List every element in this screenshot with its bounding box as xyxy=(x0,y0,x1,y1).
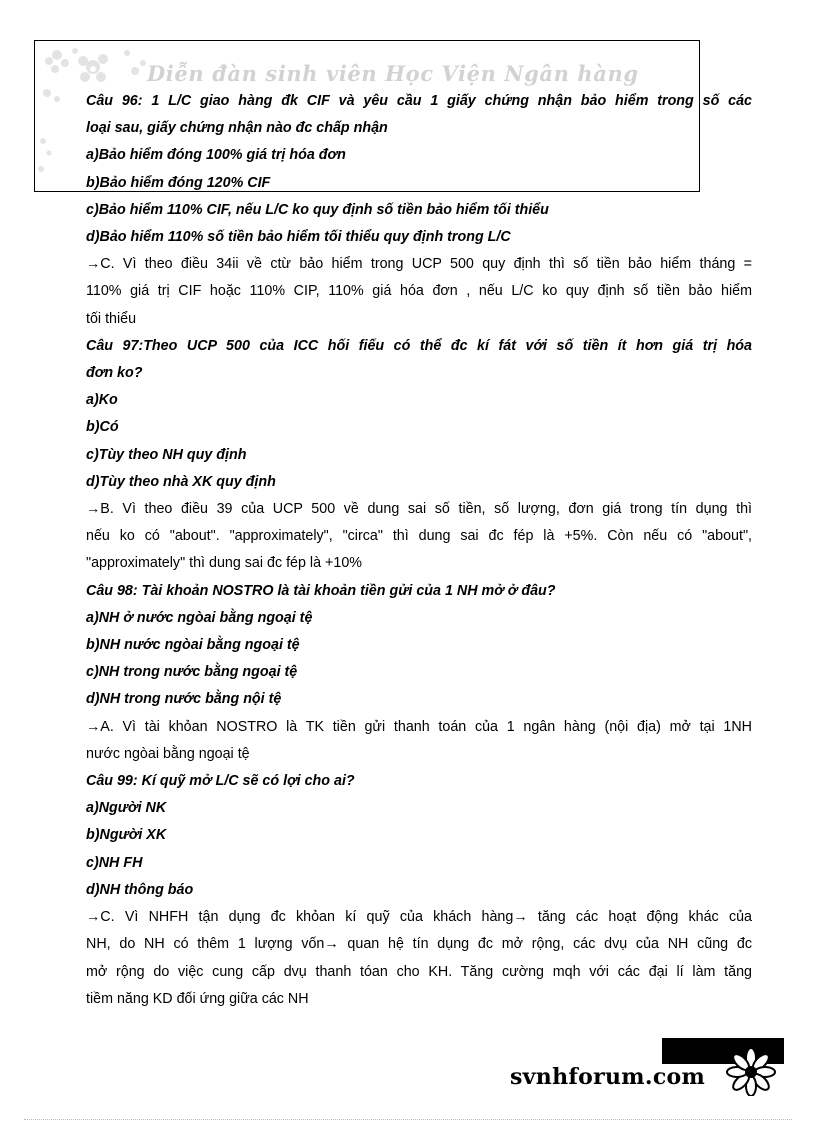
answer-line xyxy=(86,251,752,278)
answer-line xyxy=(86,741,752,768)
answer-line xyxy=(86,959,752,986)
question-line xyxy=(86,170,752,197)
line-text: tối thiểu xyxy=(86,310,137,327)
line-text: c)Bảo hiểm 110% CIF, nếu L/C ko quy định số tiền bảo hiểm tối thiểu xyxy=(86,201,549,218)
answer-line xyxy=(86,306,752,333)
line-text: 110% giá trị CIF hoặc 110% CIP, 110% giá hóa đơn , nếu L/C ko quy định số tiền bảo hiểm xyxy=(86,283,752,300)
question-line xyxy=(86,414,752,441)
line-text: Câu 98: Tài khoản NOSTRO là tài khoản tiền gửi của 1 NH mở ở đâu? xyxy=(86,582,556,599)
question-line xyxy=(86,442,752,469)
line-text: c)NH trong nước bằng ngoại tệ xyxy=(86,664,298,681)
line-text: tiềm năng KD đối ứng giữa các NH xyxy=(86,990,309,1007)
line-text: C. Vì theo điều 34ii về ctừ bảo hiểm trong UCP 500 quy định thì số tiền bảo hiểm tháng = xyxy=(100,256,752,273)
line-text: d)Tùy theo nhà XK quy định xyxy=(86,473,276,490)
question-line xyxy=(86,333,752,360)
watermark-title: Diễn đàn sinh viên Học Viện Ngân hàng xyxy=(147,61,639,86)
line-text: d)NH trong nước bằng nội tệ xyxy=(86,691,282,708)
bottom-divider xyxy=(24,1119,792,1120)
question-line xyxy=(86,115,752,142)
answer-line xyxy=(86,931,752,958)
question-line xyxy=(86,88,752,115)
question-line xyxy=(86,850,752,877)
question-line xyxy=(86,387,752,414)
line-text: A. Vì tài khỏan NOSTRO là TK tiền gửi thanh toán của 1 ngân hàng (nội địa) mở tại 1NH xyxy=(100,718,752,735)
line-text: B. Vì theo điều 39 của UCP 500 về dung sai số tiền, số lượng, đơn giá trong tín dụng thì xyxy=(100,501,752,518)
line-text: a)NH ở nước ngòai bằng ngoại tệ xyxy=(86,609,313,626)
line-text: Câu 97:Theo UCP 500 của ICC hối fiếu có thể đc kí fát với số tiền ít hơn giá trị hóa xyxy=(86,337,752,354)
question-line xyxy=(86,224,752,251)
question-line xyxy=(86,197,752,224)
line-text: Câu 99: Kí quỹ mở L/C sẽ có lợi cho ai? xyxy=(86,773,355,790)
line-text: Câu 96: 1 L/C giao hàng đk CIF và yêu cầu 1 giấy chứng nhận bảo hiểm trong số các xyxy=(86,93,752,109)
line-text: c)Tùy theo NH quy định xyxy=(86,446,247,463)
answer-line xyxy=(86,550,752,577)
document-body xyxy=(86,88,752,1013)
line-text: b)NH nước ngòai bằng ngoại tệ xyxy=(86,637,300,654)
line-text: mở rộng do việc cung cấp dvụ thanh tóan cho KH. Tăng cường mqh với các đại lí làm tăng xyxy=(86,963,752,980)
question-line xyxy=(86,605,752,632)
line-text: b)Người XK xyxy=(86,827,167,844)
line-text: a)Người NK xyxy=(86,800,167,817)
line-text: c)NH FH xyxy=(86,854,143,871)
answer-line xyxy=(86,496,752,523)
question-line xyxy=(86,822,752,849)
line-text: a)Ko xyxy=(86,392,118,409)
arrow-icon: → xyxy=(86,501,101,518)
arrow-icon: → xyxy=(86,909,101,926)
line-text: nếu ko có "about". "approximately", "circa" thì dung sai đc fép là +5%. Còn nếu có "about", xyxy=(86,528,752,545)
footer-logo xyxy=(510,1038,790,1098)
flower-logo-icon xyxy=(713,1044,783,1096)
arrow-icon: → xyxy=(86,256,101,273)
line-text: nước ngòai bằng ngoại tệ xyxy=(86,745,250,762)
question-line xyxy=(86,877,752,904)
line-text: d)NH thông báo xyxy=(86,881,194,898)
arrow-icon: → xyxy=(86,718,101,735)
line-text: b)Có xyxy=(86,419,119,436)
question-line xyxy=(86,469,752,496)
line-text: loại sau, giấy chứng nhận nào đc chấp nhận xyxy=(86,120,388,137)
question-line xyxy=(86,578,752,605)
question-line xyxy=(86,142,752,169)
question-line xyxy=(86,632,752,659)
line-text: C. Vì NHFH tận dụng đc khỏan kí quỹ của khách hàng→ tăng các hoạt động khác của xyxy=(100,909,752,926)
answer-line xyxy=(86,278,752,305)
line-text: đơn ko? xyxy=(86,365,143,382)
question-line xyxy=(86,686,752,713)
line-text: d)Bảo hiểm 110% số tiền bảo hiểm tối thiểu quy định trong L/C xyxy=(86,229,511,246)
line-text: a)Bảo hiểm đóng 100% giá trị hóa đơn xyxy=(86,147,346,164)
line-text: "approximately" thì dung sai đc fép là +10% xyxy=(86,555,362,572)
answer-line xyxy=(86,714,752,741)
answer-line xyxy=(86,986,752,1013)
line-text: NH, do NH có thêm 1 lượng vốn→ quan hệ tín dụng đc mở rộng, các dvụ của NH cũng đc xyxy=(86,936,752,953)
answer-line xyxy=(86,523,752,550)
line-text: b)Bảo hiểm đóng 120% CIF xyxy=(86,174,271,191)
answer-line xyxy=(86,904,752,931)
question-line xyxy=(86,768,752,795)
question-line xyxy=(86,795,752,822)
footer-site-name: svnhforum.com xyxy=(510,1064,706,1090)
question-line xyxy=(86,360,752,387)
question-line xyxy=(86,659,752,686)
